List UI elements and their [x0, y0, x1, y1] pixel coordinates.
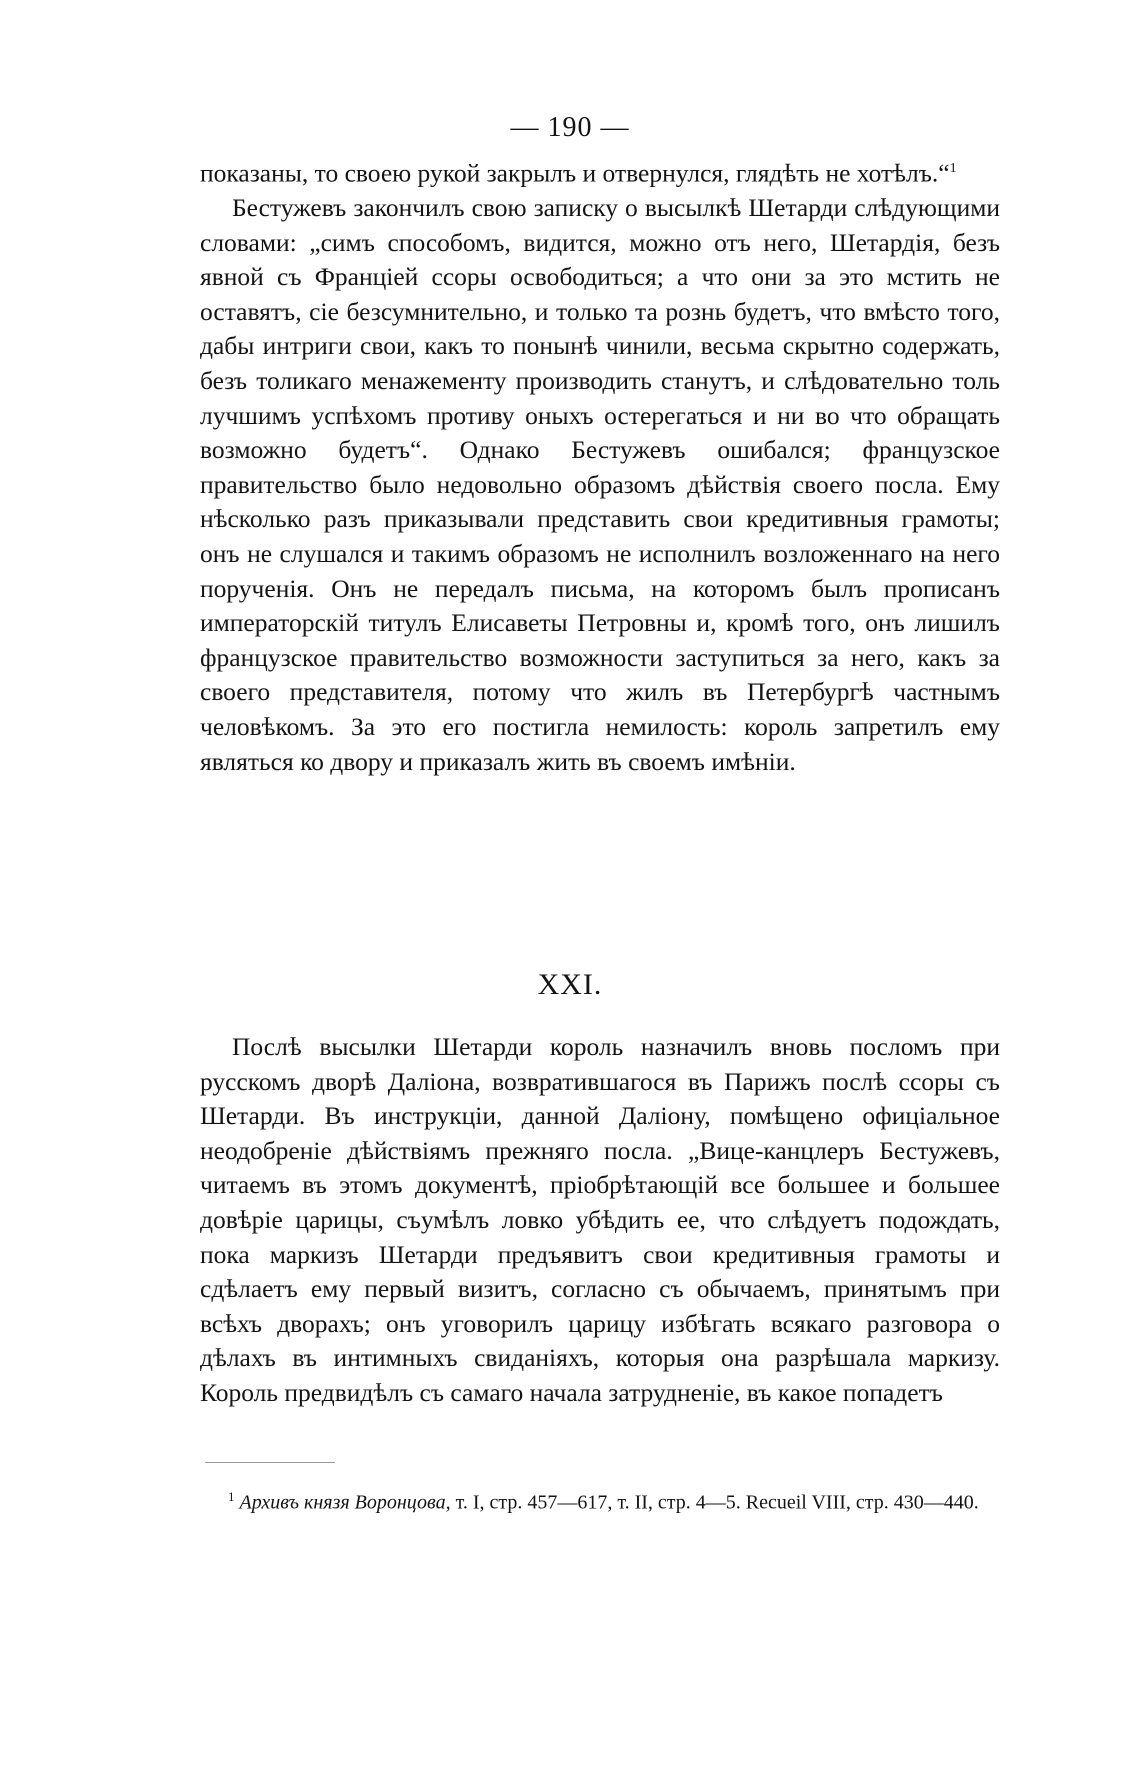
- continuation-paragraph: [200, 152, 1000, 191]
- footnote-details: т. I, стр. 457—617, т. II, стр. 4—5. Recueil VIII, стр. 430—440.: [455, 1491, 979, 1514]
- top-text-block: [200, 152, 1000, 779]
- footnote: [200, 1482, 1000, 1518]
- body-paragraph: Послѣ высылки Шетарди король назначилъ вновь посломъ при русскомъ дворѣ Даліона, возвратившагося въ Парижъ послѣ ссоры съ Шетарди. Въ инструкціи, данной Даліону, помѣщено офиціальное неодобреніе дѣйствіямъ прежняго посла. „Вице-канцлеръ Бестужевъ, читаемъ въ этомъ документѣ, пріобрѣтающій все большее и большее довѣріе царицы, съумѣлъ ловко убѣдить ее, что слѣдуетъ подождать, пока маркизъ Шетарди предъявитъ свои кредитивныя грамоты и сдѣлаетъ ему первый визитъ, согласно съ обычаемъ, принятымъ при всѣхъ дворахъ; онъ уговорилъ царицу избѣгать всякаго разговора о дѣлахъ въ интимныхъ свиданіяхъ, которыя она разрѣшала маркизу. Король предвидѣлъ съ самаго начала затрудненіе, въ какое попадетъ: [200, 1032, 1000, 1407]
- footnote-reference[interactable]: 1: [949, 161, 957, 176]
- continuation-text: показаны, то своею рукой закрылъ и отвернулся, глядѣть не хотѣлъ.“: [200, 158, 950, 188]
- bottom-text-block: [200, 1030, 1000, 1411]
- footnote-mark: 1: [228, 1489, 235, 1504]
- footnote-divider: [205, 1462, 335, 1463]
- footnote-source-title: Архивъ князя Воронцова,: [239, 1491, 451, 1514]
- page-number: — 190 —: [510, 112, 630, 143]
- chapter-heading: XXI.: [537, 968, 603, 1001]
- body-paragraph: Бестужевъ закончилъ свою записку о высылкѣ Шетарди слѣдующими словами: „симъ способомъ, видится, можно отъ него, Шетардія, безъ явной съ Франціей ссоры освободиться; а что они за это мстить не оставятъ, сіе безсумнительно, и только та рознь будетъ, что вмѣсто того, дабы интриги свои, какъ то понынѣ чинили, весьма скрытно содержать, безъ толикаго менажементу производить станутъ, и слѣдовательно толь лучшимъ успѣхомъ противу оныхъ остерегаться и ни во что обращать возможно будетъ“. Однако Бестужевъ ошибался; французское правительство было недовольно образомъ дѣйствія своего посла. Ему нѣсколько разъ приказывали представить свои кредитивныя грамоты; онъ не слушался и такимъ образомъ не исполнилъ возложеннаго на него порученія. Онъ не передалъ письма, на которомъ былъ прописанъ императорскій титулъ Елисаветы Петровны и, кромѣ того, онъ лишилъ французское правительство возможности заступиться за него, какъ за своего представителя, потому что жилъ въ Петербургѣ частнымъ человѣкомъ. За это его постигла немилость: король запретилъ ему являться ко двору и приказалъ жить въ своемъ имѣніи.: [200, 193, 1000, 776]
